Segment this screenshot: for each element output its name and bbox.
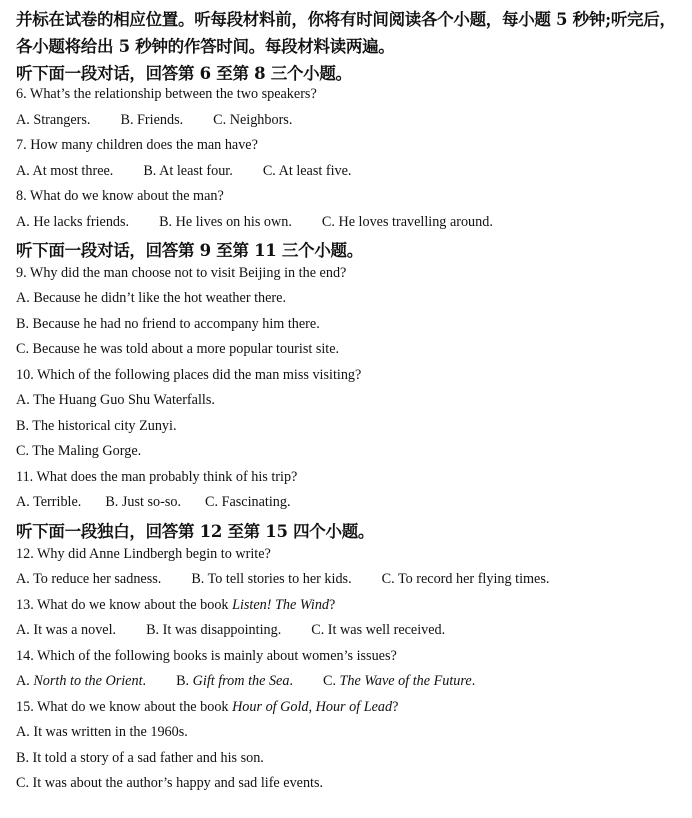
option-a: A. He lacks friends. — [16, 214, 130, 230]
question-10-option-c: C. The Maling Gorge. — [16, 443, 142, 459]
question-10-option-b: B. The historical city Zunyi. — [16, 418, 177, 434]
option-c: C. Fascinating. — [205, 494, 291, 510]
option-c: C. At least five. — [262, 163, 352, 179]
option-a: A. It was a novel. — [16, 622, 117, 638]
question-mark: ? — [329, 597, 336, 613]
question-10-option-a: A. The Huang Guo Shu Waterfalls. — [16, 392, 215, 408]
question-13-options — [16, 622, 445, 639]
option-b: B. Just so-so. — [105, 494, 182, 510]
question-15-option-b: B. It told a story of a sad father and his son. — [16, 750, 264, 766]
section-heading-3: 听下面一段独白，回答第 12 至第 15 四个小题。 — [16, 522, 375, 541]
option-letter: C. — [322, 673, 340, 689]
option-a: A. To reduce her sadness. — [16, 571, 162, 587]
question-10: 10. Which of the following places did the man miss visiting? — [16, 367, 362, 383]
question-6-options — [16, 112, 292, 129]
book-title: Listen! The Wind — [232, 597, 330, 613]
question-11-options — [16, 494, 291, 511]
question-9-option-a: A. Because he didn’t like the hot weather there. — [16, 290, 286, 306]
question-text: 13. What do we know about the book — [16, 597, 233, 613]
option-period: . — [289, 673, 293, 689]
question-15-option-a: A. It was written in the 1960s. — [16, 724, 188, 740]
book-title: Gift from the Sea — [192, 673, 290, 689]
instructions-line-1: 并标在试卷的相应位置。听每段材料前，你将有时间阅读各个小题，每小题 5 秒钟;听完后， — [16, 10, 676, 29]
option-a: A. At most three. — [16, 163, 114, 179]
question-9: 9. Why did the man choose not to visit Beijing in the end? — [16, 265, 347, 281]
question-mark: ? — [392, 699, 399, 715]
question-14: 14. Which of the following books is mainly about women’s issues? — [16, 648, 397, 664]
section-heading-1: 听下面一段对话，回答第 6 至第 8 三个小题。 — [16, 64, 352, 83]
option-period: . — [142, 673, 147, 689]
question-8-options — [16, 214, 493, 231]
question-15-option-c: C. It was about the author’s happy and sad life events. — [16, 775, 324, 791]
question-text: 15. What do we know about the book — [16, 699, 233, 715]
option-c: C. Neighbors. — [213, 112, 293, 128]
option-period: . — [471, 673, 476, 689]
option-b: B. He lives on his own. — [159, 214, 292, 230]
option-c: C. It was well received. — [311, 622, 446, 638]
question-11: 11. What does the man probably think of his trip? — [16, 469, 298, 485]
option-c: C. To record her flying times. — [381, 571, 550, 587]
question-9-option-b: B. Because he had no friend to accompany him there. — [16, 316, 320, 332]
option-letter: B. — [176, 673, 193, 689]
question-12: 12. Why did Anne Lindbergh begin to write? — [16, 546, 271, 562]
instructions-line-2: 各小题将给出 5 秒钟的作答时间。每段材料读两遍。 — [16, 37, 395, 56]
option-b: B. At least four. — [143, 163, 233, 179]
option-letter: A. — [16, 673, 34, 689]
option-c: C. He loves travelling around. — [321, 214, 493, 230]
question-7-options — [16, 163, 351, 180]
question-13 — [16, 597, 335, 614]
question-15 — [16, 699, 398, 716]
question-8: 8. What do we know about the man? — [16, 188, 224, 204]
question-7: 7. How many children does the man have? — [16, 137, 258, 153]
option-b: B. To tell stories to her kids. — [191, 571, 352, 587]
book-title: Hour of Gold, Hour of Lead — [232, 699, 393, 715]
option-a — [16, 673, 146, 690]
question-6: 6. What’s the relationship between the two speakers? — [16, 86, 317, 102]
book-title: The Wave of the Future — [339, 673, 472, 689]
option-a: A. Terrible. — [16, 494, 82, 510]
option-b: B. It was disappointing. — [146, 622, 282, 638]
book-title: North to the Orient — [33, 673, 143, 689]
question-14-options — [16, 673, 475, 690]
question-9-option-c: C. Because he was told about a more popular tourist site. — [16, 341, 340, 357]
option-a: A. Strangers. — [16, 112, 91, 128]
option-b — [176, 673, 293, 690]
option-c — [323, 673, 475, 690]
question-12-options — [16, 571, 549, 588]
section-heading-2: 听下面一段对话，回答第 9 至第 11 三个小题。 — [16, 241, 363, 260]
option-b: B. Friends. — [120, 112, 184, 128]
